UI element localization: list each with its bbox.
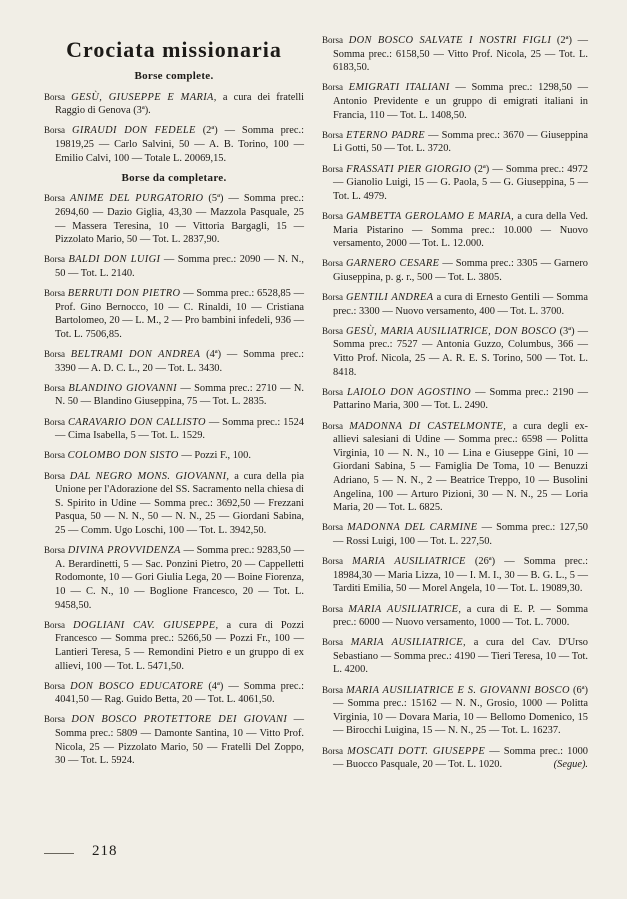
bursary-entry: Borsa GAMBETTA GEROLAMO E MARIA, a cura della Ved. Maria Pistarino — Somma prec.: 10.000 — Nuovo versamento, 2000 — Tot. L. 12.000. xyxy=(322,210,588,250)
right-column xyxy=(322,34,588,778)
bursary-entry: Borsa DIVINA PROVVIDENZA — Somma prec.: 9283,50 — A. Berardinetti, 5 — Sac. Ponzini Pietro, 20 — Cappelletti Rodomonte, 10 — Gori Giulia Lega, 20 — Boine Fiorenza, 10 — C. N., 10 — Boglione Francesco, 20 — Tot. L. 9458,50. xyxy=(44,545,304,611)
bursary-entry: Borsa LAIOLO DON AGOSTINO — Somma prec.: 2190 — Pattarino Maria, 300 — Tot. L. 2490. xyxy=(322,386,588,412)
bursary-entry: Borsa MARIA AUSILIATRICE, a cura di E. P. — Somma prec.: 6000 — Nuovo versamento, 1000 — Tot. L. 7000. xyxy=(322,603,589,629)
bursary-entry: Borsa EMIGRATI ITALIANI — Somma prec.: 1298,50 — Antonio Previdente e un gruppo di emigrati italiani in Francia, 110 — Tot. L. 1408,50. xyxy=(322,82,588,121)
section-heading-incomplete: Borse da completare. xyxy=(121,171,227,184)
bursary-entry: Borsa MADONNA DI CASTELMONTE, a cura degli ex-allievi salesiani di Udine — Somma prec.: 6598 — Politta Virginia, 10 — N. N., 10 — Lina e Giuseppe Gini, 10 — Giordani Sabina, 5 — Famiglia De Toma, 10 — Benuzzi Adriano, 5 — N. N., 2 — Beatrice Treppo, 10 — Busolini Angelina, 100 — Arturo Pizioni, 30 — N. N., 25 — Loria Maria, 20 — Tot. L. 6825. xyxy=(322,420,588,514)
bursary-entry: Borsa MARIA AUSILIATRICE, a cura del Cav. D'Urso Sebastiano — Somma prec.: 4190 — Tieri Teresa, 10 — Tot. L. 4200. xyxy=(322,637,588,676)
section-heading-complete: Borse complete. xyxy=(134,70,214,82)
bursary-entry: Borsa MOSCATI DOTT. GIUSEPPE — Somma prec.: 1000 — Buocco Pasquale, 20 — Tot. L. 1020. (Segue). xyxy=(322,745,588,771)
continued-note: (Segue). xyxy=(553,759,588,771)
bursary-entry: Borsa GESÙ, GIUSEPPE E MARIA, a cura dei fratelli Raggio di Genova (3ª). xyxy=(44,91,304,117)
bursary-entry: Borsa ETERNO PADRE — Somma prec.: 3670 — Giuseppina Li Gotti, 50 — Tot. L. 3720. xyxy=(322,129,588,155)
bursary-entry: Borsa DOGLIANI CAV. GIUSEPPE, a cura di Pozzi Francesco — Somma prec.: 5266,50 — Pozzi Fr., 100 — Lantieri Teresa, 5 — Remondini Pietro e un gruppo di ex allievi, 100 — Tot. L. 5471,50. xyxy=(44,619,304,672)
bursary-entry: Borsa GIRAUDI DON FEDELE (2ª) — Somma prec.: 19819,25 — Carlo Salvini, 50 — A. B. Torino, 100 — Emilio Calvi, 100 — Totale L. 20069,15. xyxy=(44,125,304,164)
bursary-entry: Borsa BERRUTI DON PIETRO — Somma prec.: 6528,85 — Prof. Gino Bernocco, 10 — C. Rinaldi, 10 — Cristiana Bartolomeo, 20 — L. M., 2 — Pro bambini infedeli, 936 — Tot. L. 7506,85. xyxy=(44,288,304,340)
bursary-entry: Borsa CARAVARIO DON CALLISTO — Somma prec.: 1524 — Cima Isabella, 5 — Tot. L. 1529. xyxy=(44,416,304,442)
bursary-entry: Borsa GARNERO CESARE — Somma prec.: 3305 — Garnero Giuseppina, p. g. r., 500 — Tot. L. 3805. xyxy=(322,258,588,283)
bursary-entry: Borsa MARIA AUSILIATRICE (26ª) — Somma prec.: 18984,30 — Maria Lizza, 10 — I. M. I., 30 — B. G. L., 5 — Tarditi Emilia, 50 — Morel Angela, 10 — Tot. L. 19089,30. xyxy=(322,556,588,595)
bursary-entry: Borsa MARIA AUSILIATRICE E S. GIOVANNI BOSCO (6ª) — Somma prec.: 15162 — N. N., Grosio, 1000 — Politta Virginia, 10 — Dovara Maria, 10 — Bellomo Domenico, 15 — Birocchi Luigina, 15 — N. N., 25 — Tot. L. 16237. xyxy=(322,684,588,737)
bursary-entry: Borsa DAL NEGRO MONS. GIOVANNI, a cura della pia Unione per l'Adorazione del SS. Sacramento nella chiesa di S. Spirito in Udine — Somma prec.: 3692,50 — Frezzani Pasqua, 50 — N. N., 50 — N. N., 25 — Giordani Sabina, 25 — Comm. Ugo Loschi, 100 — Tot. L. 3942,50. xyxy=(44,470,304,536)
bursary-entry: Borsa BELTRAMI DON ANDREA (4ª) — Somma prec.: 3390 — A. D. C. L., 20 — Tot. L. 3430. xyxy=(44,349,304,374)
page-number: 218 xyxy=(92,843,118,859)
footer-rule xyxy=(44,853,74,854)
bursary-entry: Borsa MADONNA DEL CARMINE — Somma prec.: 127,50 — Rossi Luigi, 100 — Tot. L. 227,50. xyxy=(322,522,588,547)
bursary-entry: Borsa BLANDINO GIOVANNI — Somma prec.: 2710 — N. N. 50 — Blandino Giuseppina, 75 — Tot. L. 2835. xyxy=(44,382,304,408)
bursary-entry: Borsa GESÙ, MARIA AUSILIATRICE, DON BOSCO (3ª) — Somma prec.: 7527 — Antonia Guzzo, Columbus, 366 — Vitto Prof. Nicola, 25 — A. R. E. S. Torino, 500 — Tot. L. 8418. xyxy=(322,325,588,378)
bursary-entry: Borsa FRASSATI PIER GIORGIO (2ª) — Somma prec.: 4972 — Gianolio Luigi, 15 — G. Paola, 5 — G. Giuseppina, 5 — Tot. L. 4979. xyxy=(322,163,588,202)
bursary-entry: Borsa ANIME DEL PURGATORIO (5ª) — Somma prec.: 2694,60 — Dazio Giglia, 43,30 — Mazzola Pasquale, 25 — Massera Teresina, 10 — Vittoria Bargagli, 15 — Pizzolato Mario, 50 — Tot. L. 2837,90. xyxy=(44,193,305,246)
bursary-entry: Borsa COLOMBO DON SISTO — Pozzi F., 100. xyxy=(44,450,251,462)
left-column xyxy=(44,34,304,774)
bursary-entry: Borsa DON BOSCO PROTETTORE DEI GIOVANI — Somma prec.: 5809 — Damonte Santina, 10 — Vitto Prof. Nicola, 25 — Pizzolato Mario, 50 — Fratelli Del Zoppo, 30 — Tot. L. 5924. xyxy=(44,714,304,767)
bursary-entry: Borsa DON BOSCO EDUCATORE (4ª) — Somma prec.: 4041,50 — Rag. Guido Betta, 20 — Tot. L. 4061,50. xyxy=(44,680,304,706)
bursary-entry: Borsa GENTILI ANDREA a cura di Ernesto Gentili — Somma prec.: 3300 — Nuovo versamento, 400 — Tot. L. 3700. xyxy=(322,292,588,317)
bursary-entry: Borsa BALDI DON LUIGI — Somma prec.: 2090 — N. N., 50 — Tot. L. 2140. xyxy=(44,254,304,279)
page-title: Crociata missionaria xyxy=(66,37,282,62)
bursary-entry: Borsa DON BOSCO SALVATE I NOSTRI FIGLI (2ª) — Somma prec.: 6158,50 — Vitto Prof. Nicola, 25 — Tot. L. 6183,50. xyxy=(322,35,588,74)
